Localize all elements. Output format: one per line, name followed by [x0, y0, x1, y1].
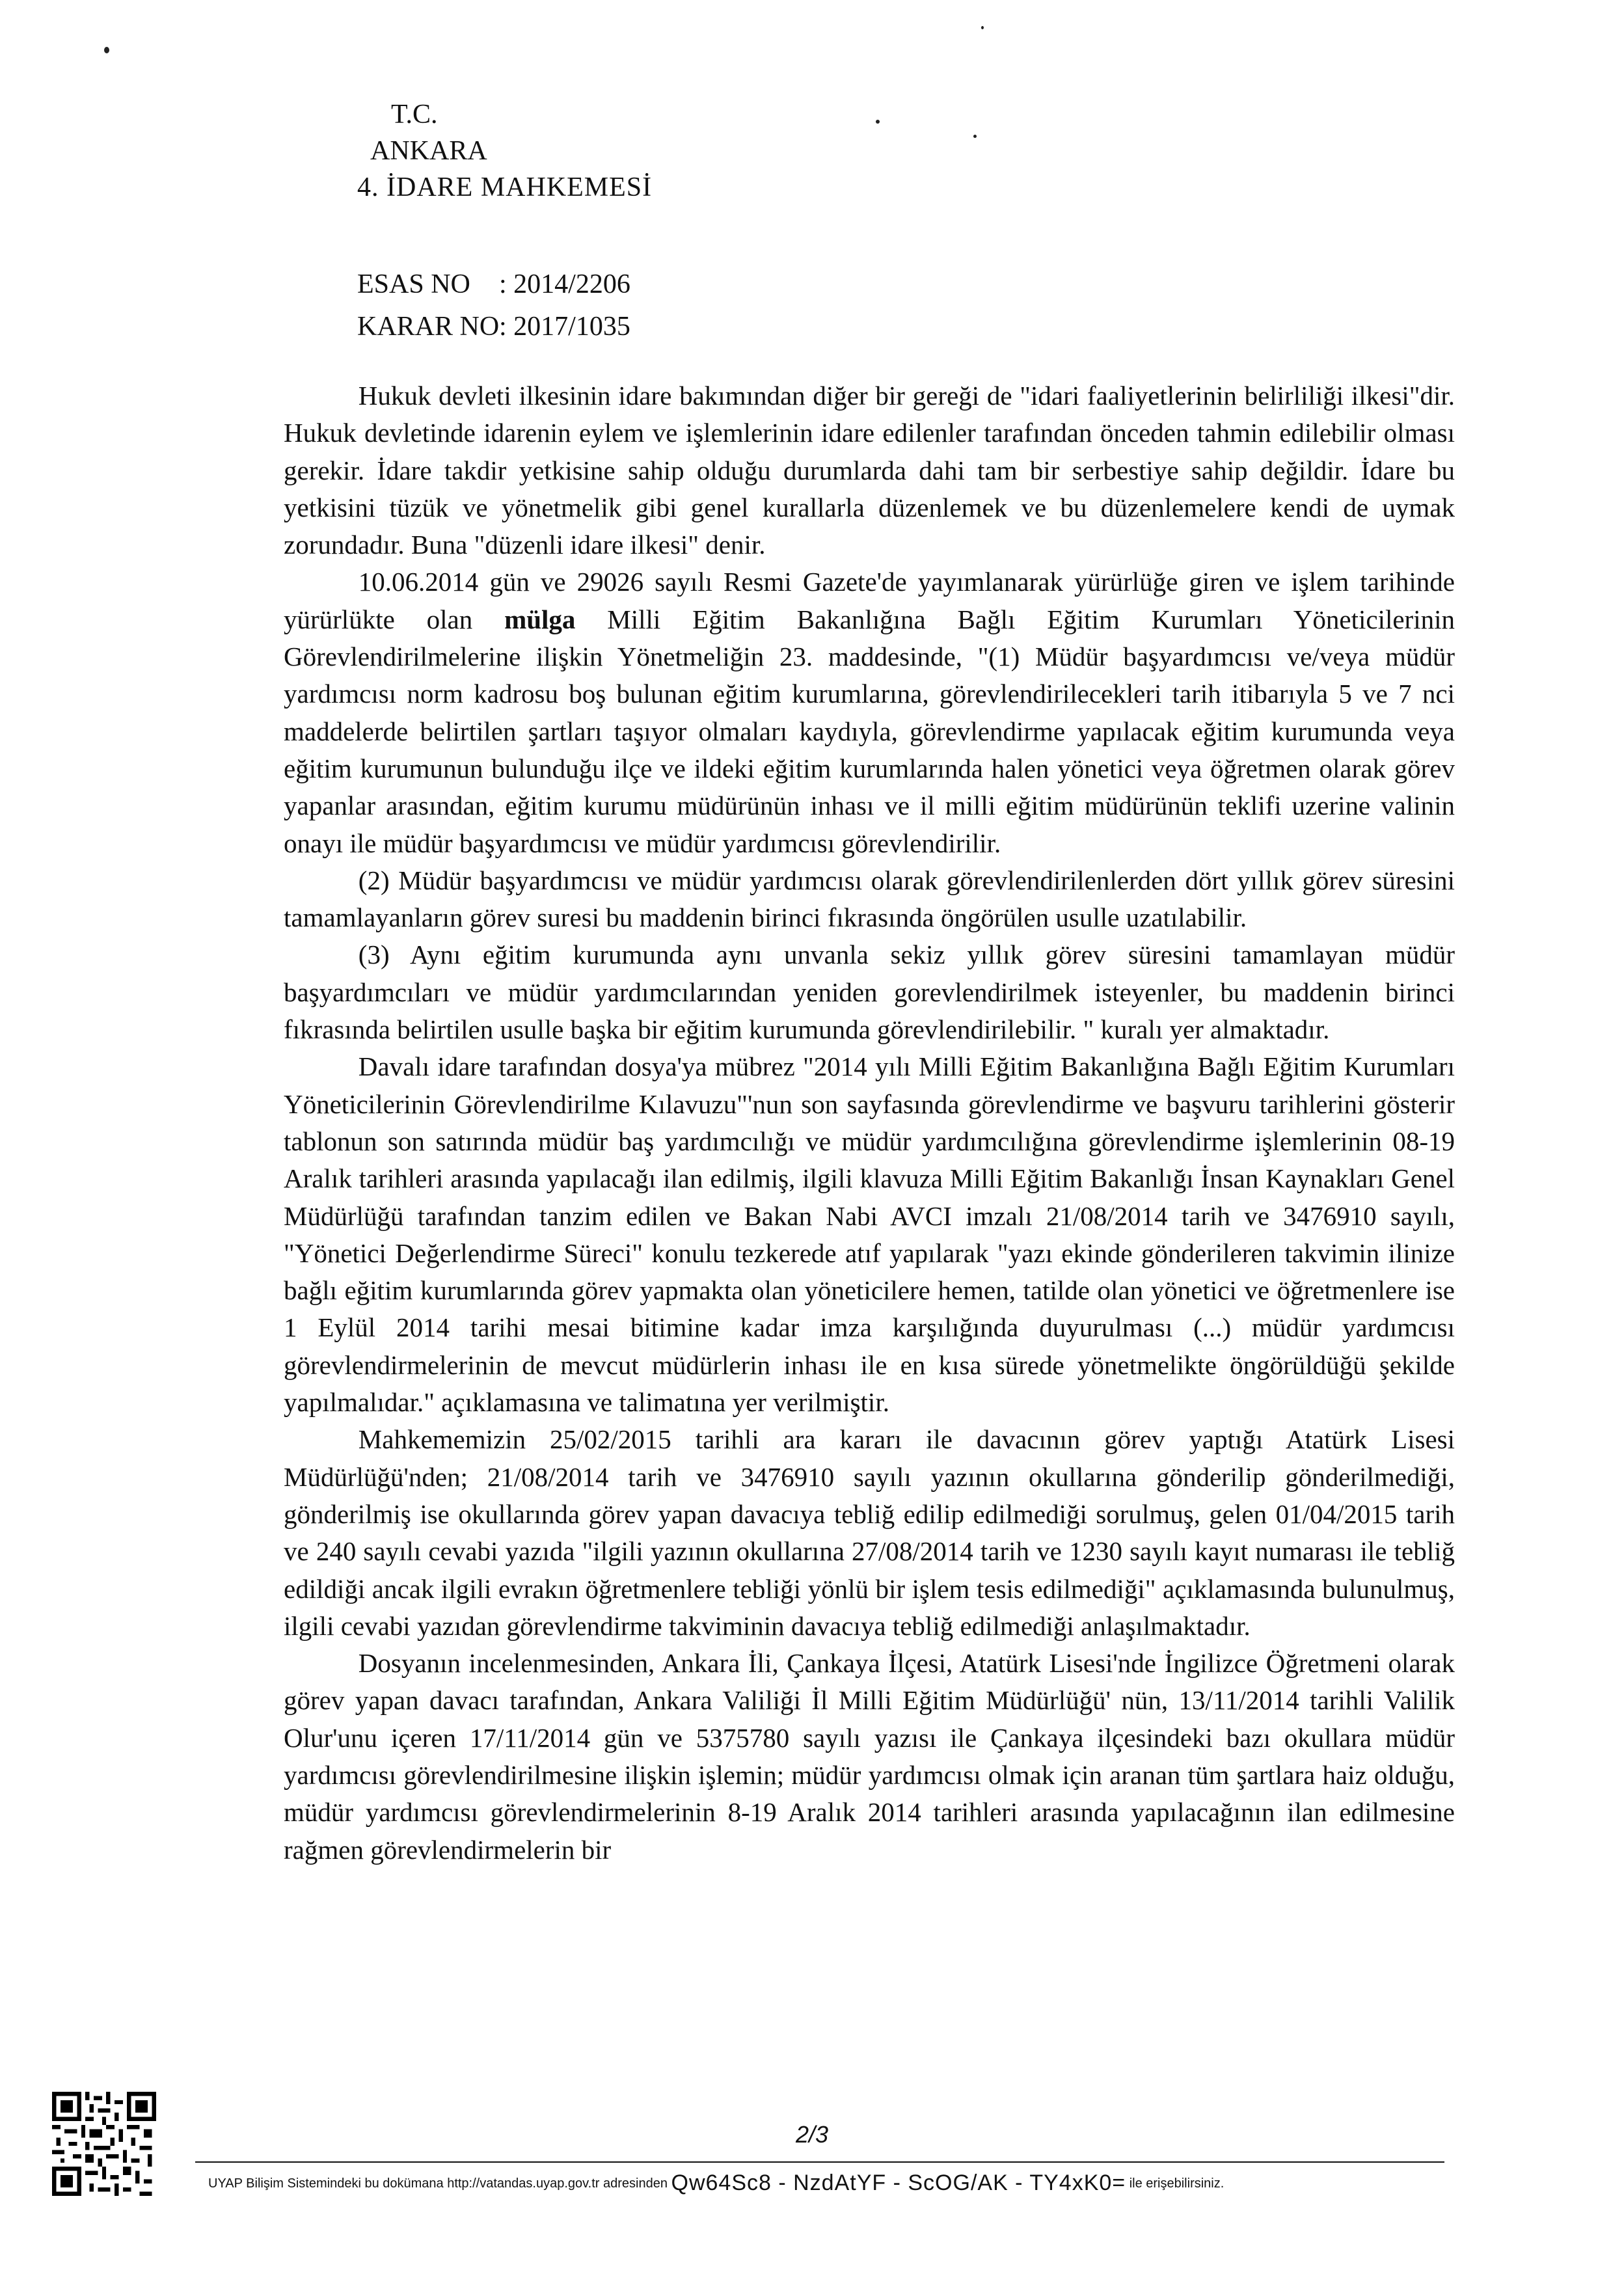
footer-prefix: UYAP Bilişim Sistemindeki bu dokümana http://vatandas.uyap.gov.tr adresinden — [208, 2176, 668, 2191]
paragraph-6: Mahkememizin 25/02/2015 tarihli ara kararı ile davacının görev yaptığı Atatürk Lisesi Müdürlüğü'nden; 21/08/2014 tarih ve 3476910 sayılı yazının okullarına gönderilip gönderilmediği, gönderilmiş ise okullarında görev yapan davacıya tebliğ edilip edilmediği sorulmuş, gelen 01/04/2015 tarih ve 240 sayılı cevabi yazıda "ilgili yazının okullarına 27/08/2014 tarih ve 1230 sayılı kayıt numarası ile tebliğ edildiği ancak ilgili evrakın öğretmenlere tebliği yönlü bir işlem tesis edilmediği" açıklamasında bulunulmuş, ilgili cevabi yazıdan görevlendirme takviminin davacıya tebliğ edilmediği anlaşılmaktadır. — [284, 1424, 1455, 1641]
header-tc: T.C. — [391, 100, 438, 129]
karar-row — [357, 306, 630, 348]
footer-suffix: ile erişebilirsiniz. — [1129, 2176, 1225, 2191]
paragraph-7: Dosyanın incelenmesinden, Ankara İli, Çankaya İlçesi, Atatürk Lisesi'nde İngilizce Öğretmeni olarak görev yapan davacı tarafından, Ankara Valiliği İl Milli Eğitim Müdürlüğü' nün, 13/11/2014 tarihli Valilik Olur'unu içeren 17/11/2014 gün ve 5375780 sayılı yazısı ile Çankaya ilçesindeki bazı okullara müdür yardımcısı görevlendirilmesine ilişkin işlemin; müdür yardımcısı olmak için aranan tüm şartlara haiz olduğu, müdür yardımcısı görevlendirmelerinin 8-19 Aralık 2014 tarihleri arasında yapılacağının ilan edilmesine rağmen görevlendirmelerin bir — [284, 1648, 1455, 1865]
header-court: 4. İDARE MAHKEMESİ — [357, 172, 653, 202]
paragraph-2 — [284, 563, 1455, 861]
footer-divider — [195, 2161, 1444, 2163]
karar-value: : 2017/1035 — [499, 312, 630, 342]
scan-speck — [876, 120, 880, 124]
paragraph-5: Davalı idare tarafından dosya'ya mübrez "2014 yılı Milli Eğitim Bakanlığına Bağlı Eğitim Kurumları Yöneticilerinin Görevlendirilme Kılavuzu"'nun son sayfasında görevlendirme ve başvuru tarihlerini gösterir tablonun son satırında müdür baş yardımcılığı ve müdür yardımcılığına görevlendirme işlemlerinin 08-19 Aralık tarihleri arasında yapılacağı ilan edilmiş, ilgili klavuza Milli Eğitim Bakanlığı İnsan Kaynakları Genel Müdürlüğü tarafından tanzim edilen ve Bakan Nabi AVCI imzalı 21/08/2014 tarih ve 3476910 sayılı, "Yönetici Değerlendirme Süreci" konulu tezkerede atıf yapılarak "yazı ekinde gönderileren takvimin ilinize bağlı eğitim kurumlarında görev yapmakta olan yöneticilere hemen, tatilde olan yönetici ve öğretmenlere ise 1 Eylül 2014 tarihi mesai bitimine kadar imza karşılığında duyurulması (...) müdür yardımcısı görevlendirmelerinin de mevcut müdürlerin inhası ile en kısa sürede yönetmelikte öngörüldüğü şekilde yapılmalıdar." açıklamasına ve talimatına yer verilmiştir. — [284, 1051, 1455, 1418]
scan-speck — [981, 26, 984, 29]
esas-label: ESAS NO — [357, 269, 470, 299]
paragraph-2-part-b: Milli Eğitim Bakanlığına Bağlı Eğitim Kurumları Yöneticilerinin Görevlendirilmelerine ilişkin Yönetmeliğin 23. maddesinde, "(1) Müdür başyardımcısı ve/veya müdür yardımcısı norm kadrosu boş bulunan eğitim kurumlarına, görevlendirilecekleri tarih itibarıyla 5 ve 7 nci maddelerde belirtilen şartları taşıyor olmaları kaydıyla, görevlendirme yapılacak eğitim kurumunda veya eğitim kurumunun bulunduğu ilçe ve ildeki eğitim kurumlarında halen yönetici veya öğretmen olarak görev yapanlar arasından, eğitim kurumu müdürünün inhası ve il milli eğitim müdürünün teklifi uzerine valinin onayı ile müdür başyardımcısı ve müdür yardımcısı görevlendirilir. — [284, 604, 1455, 858]
paragraph-1: Hukuk devleti ilkesinin idare bakımından diğer bir gereği de "idari faaliyetlerinin belirliliği ilkesi"dir. Hukuk devletinde idarenin eylem ve işlemlerinin idare edilenler tarafından önceden tahmin edilebilir olması gerekir. İdare takdir yetkisine sahip olduğu durumlarda dahi tam bir serbestiye sahip değildir. İdare bu yetkisini tüzük ve yönetmelik gibi genel kurallarla düzenlemek ve bu düzenlemelere kendi de uymak zorundadır. Buna "düzenli idare ilkesi" denir. — [284, 381, 1455, 560]
karar-label: KARAR NO — [357, 312, 500, 342]
court-header — [357, 96, 652, 206]
scan-speck — [973, 135, 977, 138]
footer — [208, 2171, 1464, 2196]
footer-verification-code: Qw64Sc8 - NzdAtYF - ScOG/AK - TY4xK0= — [671, 2171, 1126, 2195]
document-body — [284, 377, 1455, 1869]
case-numbers — [357, 264, 630, 348]
page-number: 2/3 — [795, 2121, 829, 2148]
esas-row — [357, 264, 630, 306]
scan-speck — [104, 47, 109, 53]
esas-value: : 2014/2206 — [499, 269, 630, 299]
header-city: ANKARA — [370, 136, 487, 166]
paragraph-4: (3) Aynı eğitim kurumunda aynı unvanla sekiz yıllık görev süresini tamamlayan müdür başyardımcıları ve müdür yardımcılarından yeniden gorevlendirilmek isteyenler, bu maddenin birinci fıkrasında belirtilen usulle başka bir eğitim kurumunda görevlendirilebilir. " kuralı yer almaktadır. — [284, 940, 1455, 1045]
paragraph-3: (2) Müdür başyardımcısı ve müdür yardımcısı olarak görevlendirilenlerden dört yıllık görev süresini tamamlayanların görev suresi bu maddenin birinci fıkrasında öngörülen usulle uzatılabilir. — [284, 865, 1455, 933]
paragraph-2-part-a: 10.06.2014 gün ve 29026 sayılı Resmi Gazete'de yayımlanarak yürürlüğe giren ve işlem tarihinde yürürlükte olan — [284, 567, 1455, 634]
paragraph-2-bold: mülga — [504, 604, 576, 634]
